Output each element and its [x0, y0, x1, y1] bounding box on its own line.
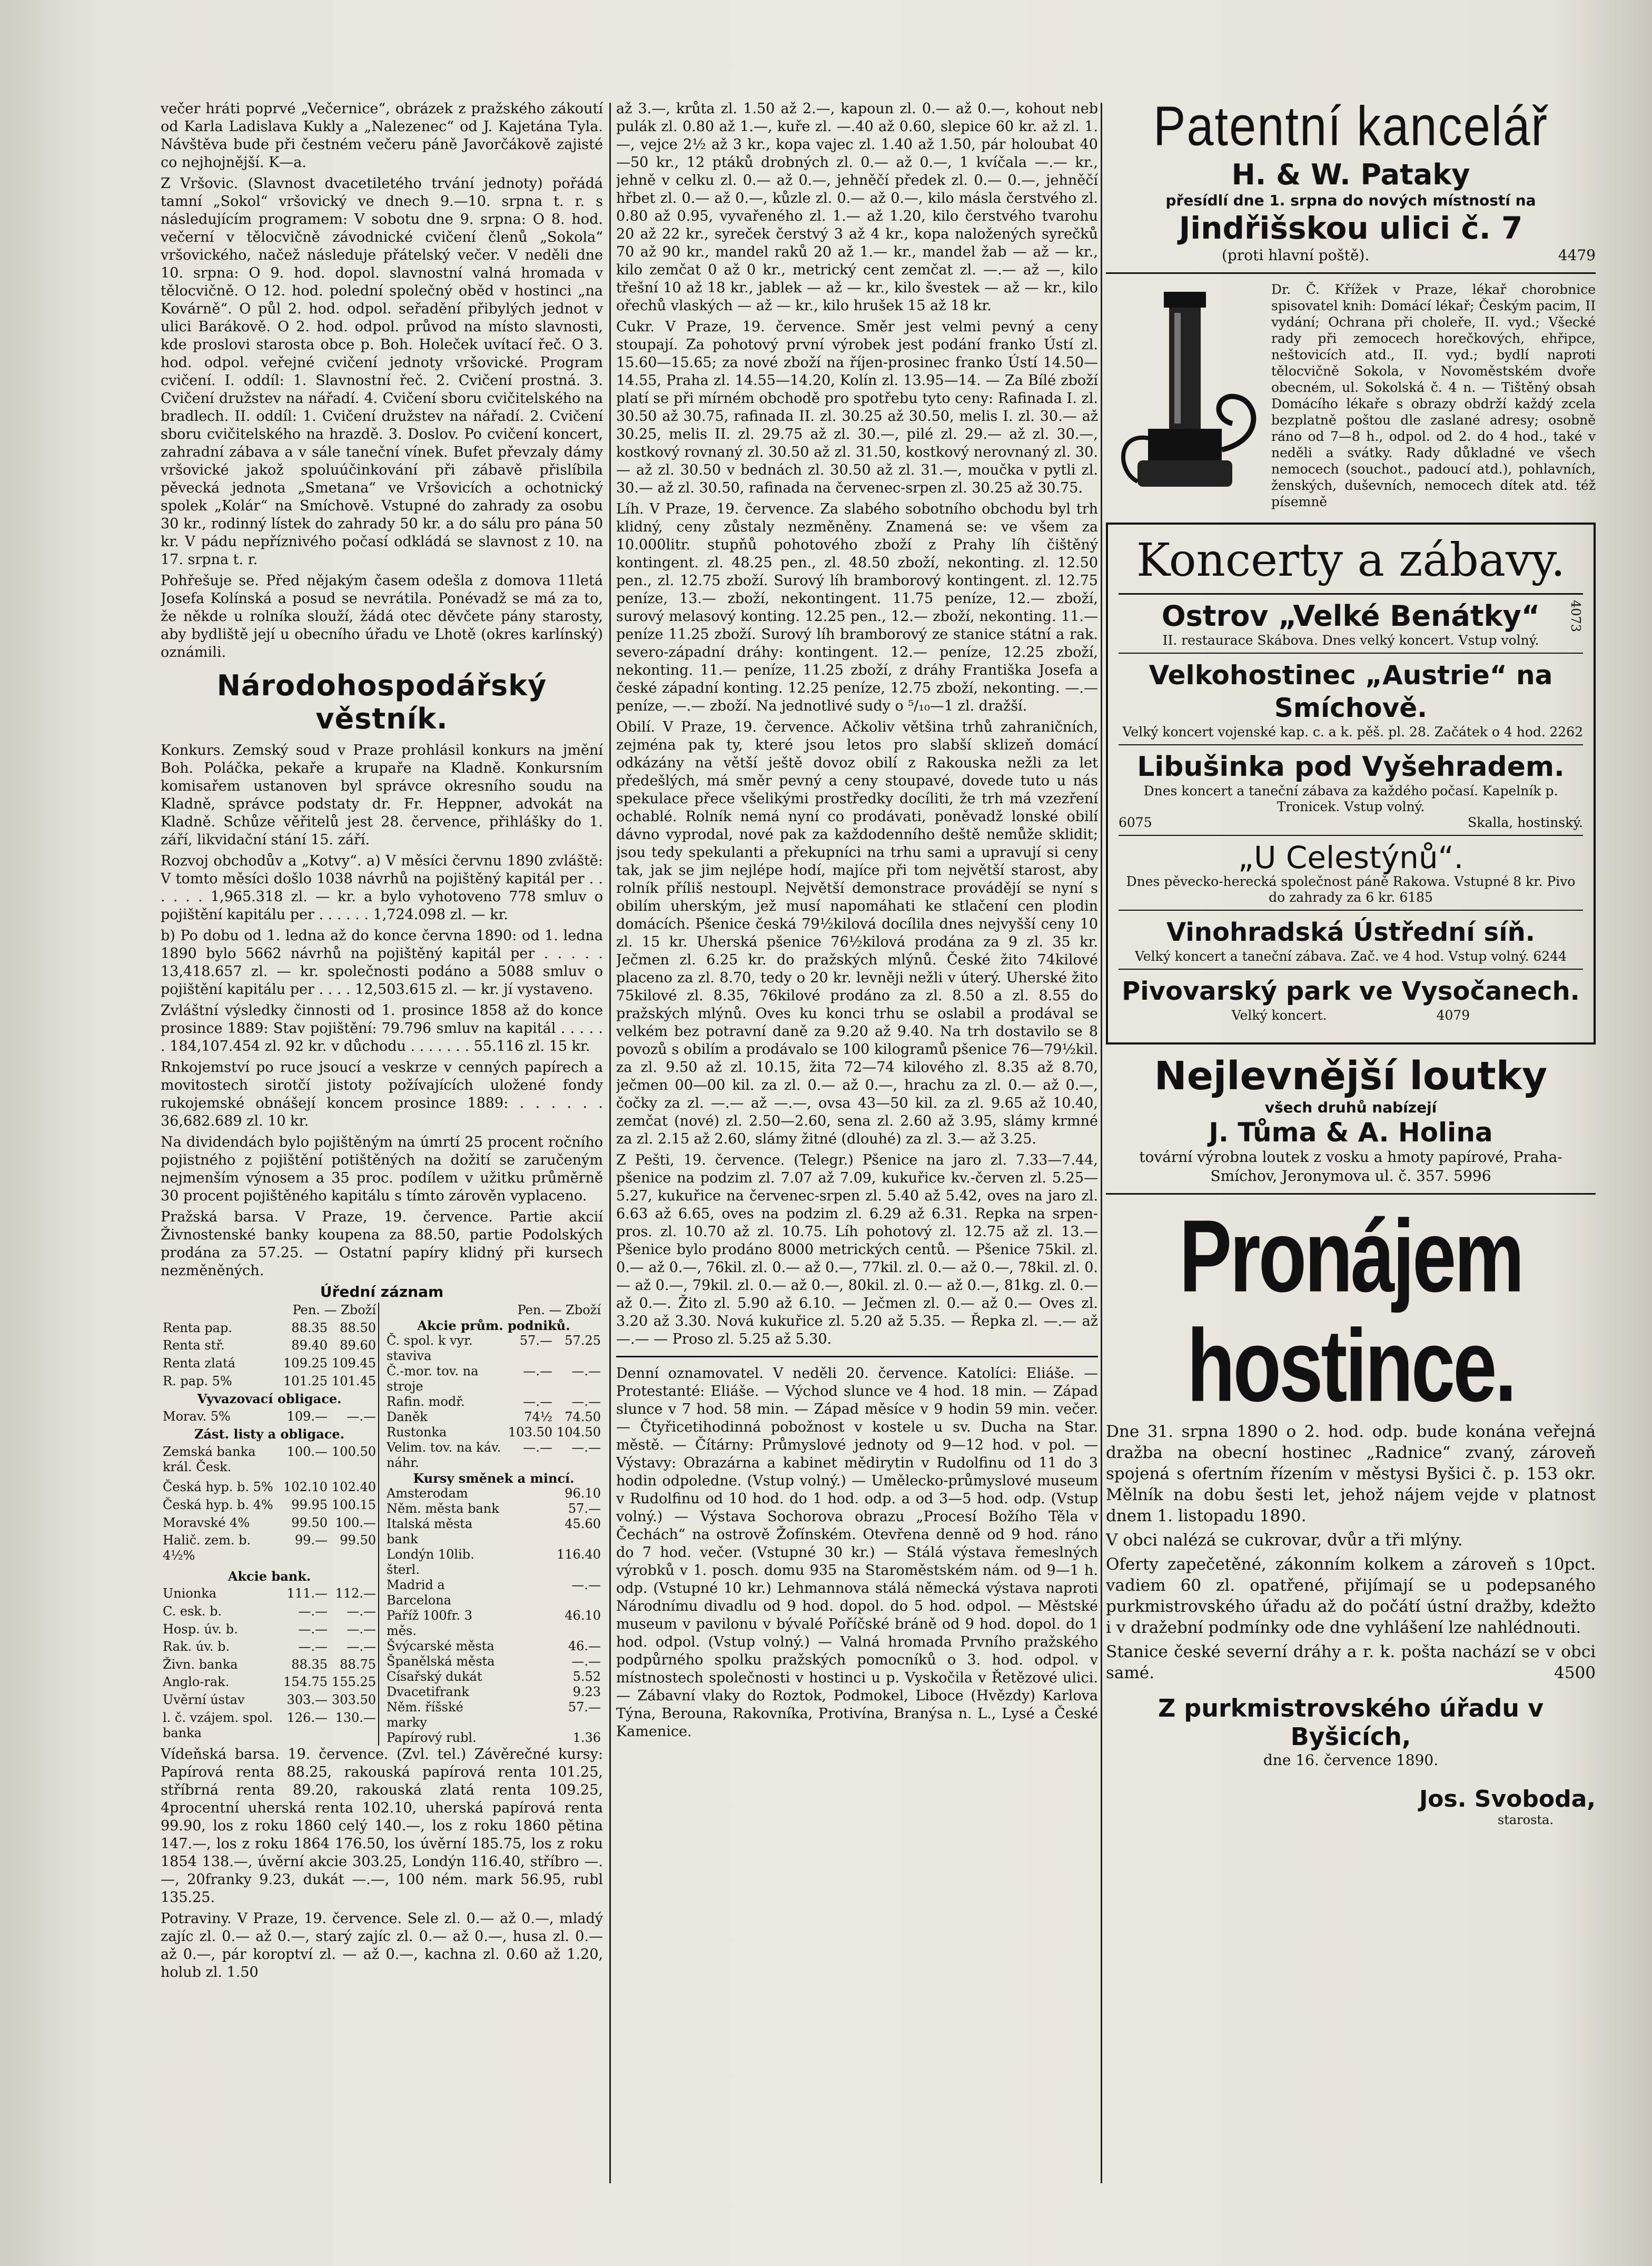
quote-label: Madrid a Barcelona: [387, 1578, 451, 1608]
inn-lease-signature: Jos. Svoboda,: [1419, 1786, 1596, 1812]
ad-puppets: [1106, 1054, 1596, 1186]
quote-value: —.—: [523, 1394, 553, 1409]
quote-value: 88.35: [291, 1320, 328, 1335]
quote-value: 303.50: [332, 1692, 376, 1708]
quote-row: [384, 1669, 603, 1684]
quote-label: Něm. města bank: [387, 1501, 499, 1516]
quote-row: [161, 1321, 379, 1338]
quote-label: Švýcarské města: [387, 1639, 494, 1653]
quote-label: Velim. tov. na káv. náhr.: [387, 1440, 501, 1470]
quote-value: 88.75: [340, 1657, 376, 1672]
inn-lease-p3: Oferty zapečetěné, zákonním kolkem a zároveň s 10pct. vadiem 60 zl. opatřené, přijímají se u podepsaného purkmistrovského úřadu až do počátí ústní dražby, kdežto i v dražební podmínky ode dne vyhlášení lze nahlédnouti.: [1106, 1555, 1596, 1637]
quote-row: [161, 1604, 379, 1622]
kotva-report-a: Rozvoj obchodův a „Kotvy“. a) V měsíci červnu 1890 zvláště: V tomto měsíci došlo 1038 návrhů na pojištěný kapitál per . . . . . . 1,965.318 zl. — kr. a bylo vyhotoveno 778 smluv o pojištění kapitálu per . . . . . . 1,724.098 zl. — kr.: [161, 853, 603, 923]
puppets-address: [1106, 1148, 1596, 1186]
quote-value: 9.23: [572, 1684, 601, 1699]
ad-patent-title: Patentní kancelář: [1153, 100, 1548, 157]
quote-value: —.—: [571, 1364, 601, 1378]
quote-row: [384, 1486, 603, 1501]
quote-label: Rak. úv. b.: [163, 1639, 230, 1654]
quote-value: 74.50: [565, 1410, 601, 1424]
quote-label: Unionka: [163, 1586, 217, 1601]
quote-value: 45.60: [565, 1516, 601, 1531]
food-prices: Potraviny. V Praze, 19. července. Sele zl. 0.— až 0.—, mladý zajíc zl. 0.— až 0.—, starý zajíc zl. 0.— až 0.—, husa zl. 0.— až 0.—, pár koroptví zl. — až 0.—, kachna zl. 0.60 až 1.20, holub zl. 1.50: [161, 1910, 603, 1981]
quote-value: [506, 1501, 555, 1516]
quote-value: —.—: [298, 1621, 328, 1637]
quote-row: [384, 1547, 603, 1578]
quote-value: 57.—: [568, 1501, 601, 1516]
quote-value: 99.—: [294, 1533, 328, 1548]
quote-row: [161, 1692, 379, 1710]
official-record-title: Úřední záznam: [320, 1283, 444, 1301]
quote-value: —.—: [523, 1364, 553, 1378]
quote-label: Kursy směnek a mincí.: [413, 1471, 575, 1486]
ad-doctor-text: Dr. Č. Křížek v Praze, lékař chorobnice spisovatel knih: Domácí lékař; Českým pacim, II vydání; Ochrana při choleře, II. vyd.; Všecké rady při zemocech horečkových, ehřipce, neštovicích atd., II. vyd.; bydlí naproti tělocvičně Sokola, v Novoměstském dvoře obecném, ul. Sokolská č. 4 n. — Tištěný obsah Domácího lékaře s obrazy obdrží každý zcela bezplatně poštou dle zaslané adresy; osobně ráno od 7—8 h., odpol. od 2. do 4 hod., také v neděli a svátky. Rady důkladné ve všech nemocech (souchot., padoucí atd.), pohlavních, ženských, duševních, nemocech dítek atd. též písemně: [1271, 282, 1596, 509]
venue-5-text: Velký koncert a taneční zábava. Zač. ve 4 hod. Vstup volný.: [1135, 949, 1529, 964]
quote-label: Vyvazovací obligace.: [197, 1391, 342, 1407]
ad-patent-line: přesídlí dne 1. srpna do nových místností na: [1165, 192, 1536, 209]
quote-row: [161, 1657, 379, 1675]
quote-value: —.—: [571, 1654, 601, 1669]
quote-row: [161, 1426, 379, 1444]
venue-1-details: II. restaurace Skábova. Dnes velký koncert. Vstup volný.: [1119, 633, 1583, 654]
quote-label: Amsterodam: [387, 1486, 468, 1501]
inn-lease-title: Pronájem hostince.: [1179, 1198, 1522, 1423]
quote-value: —.—: [571, 1578, 601, 1592]
quote-row: [161, 1710, 379, 1746]
quote-label: l. č. vzájem. spol. banka: [163, 1710, 273, 1740]
quote-row: [161, 1622, 379, 1640]
quote-label: Paříž 100fr. 3 měs.: [387, 1608, 472, 1638]
quotes-table-right: [384, 1303, 603, 1746]
quote-value: 101.45: [332, 1373, 376, 1388]
quote-value: [506, 1730, 555, 1746]
quote-value: 57.—: [568, 1700, 601, 1715]
quote-label: Renta stř.: [163, 1338, 225, 1353]
quote-value: [506, 1547, 555, 1578]
quote-value: 5.52: [572, 1669, 601, 1684]
quote-value: 99.50: [340, 1533, 376, 1548]
quote-row: [384, 1730, 603, 1746]
quote-label: Č.-mor. tov. na stroje: [387, 1364, 479, 1394]
inn-lease-office: Z purkmistrovského úřadu v Byšicích,: [1158, 1694, 1544, 1751]
divider: [1106, 272, 1596, 274]
prague-exchange: Pražská barsa. V Praze, 19. července. Partie akcií Živnostenské banky koupena za 88.50, partie Podolských prodána za 57.25. — Ostatní papíry klidný při kursech nezměněných.: [161, 1209, 603, 1279]
quote-label: Něm. říšské marky: [387, 1700, 463, 1730]
quote-value: [506, 1654, 555, 1669]
quote-value: —.—: [298, 1639, 328, 1654]
kotva-results: Zvláštní výsledky činnosti od 1. prosince 1858 až do konce prosince 1889: Stav pojištění: 79.796 smluv na kapitál . . . . . . 184,107.454 zl. 92 kr. v důchodu . . . . . . . 55.116 zl. 15 kr.: [161, 1002, 603, 1055]
theatre-note: večer hráti poprvé „Večernice“, obrázek z pražského zákoutí od Karla Ladislava Kukly a „Nalezenec“ od J. Kajetána Tyla. Návštěva bude při čestném večeru páně Javorčákově zajisté co nejhojnější. K—a.: [161, 101, 603, 171]
concerts-box: [1106, 523, 1596, 1045]
quote-row: [384, 1578, 603, 1608]
quote-value: 116.40: [557, 1547, 601, 1562]
quote-value: 100.—: [335, 1515, 376, 1530]
quote-row: [384, 1700, 603, 1730]
venue-3-text: Dnes koncert a taneční zábava za každého počasí. Kapelník p. Tronicek. Vstup volný.: [1143, 783, 1558, 814]
quote-value: —.—: [347, 1639, 376, 1654]
venue-6-text: Velký koncert.: [1231, 1008, 1327, 1023]
quote-row: [384, 1684, 603, 1700]
quote-label: Č. spol. k vyr. staviva: [387, 1333, 473, 1363]
pest-telegram: Z Pešti, 19. července. (Telegr.) Pšenice na jaro zl. 7.33—7.44, pšenice na podzim zl. 7.07 až 7.09, kukuřice kv.-červen zl. 5.25—5.27, kukuřice na červenec-srpen zl. 5.40 až 5.42, oves na jaro zl. 6.63 až 6.65, oves na podzim zl. 6.29 až 6.31. Repka na srpen-pros. zl. 10.70 až zl. 10.75. Líh pohotový zl. 12.75 až zl. 13.— Pšenice bylo prodáno 8000 metrických centů. — Pšenice 75kil. zl. 0.— až 0.—, 76kil. zl. 0.— až 0.—, 77kil. zl. 0.— až 0.—, 78kil. zl. 0.— až 0.—, 79kil. zl. 0.— až 0.—, 80kil. zl. 0.— až 0.—, 81kg. zl. 0.— až 0.—. Žito zl. 5.90 až 6.10. — Ječmen zl. 0.— až 0.— Oves zl. 3.20 až 3.30. Nová kukuřice zl. 5.20 až 5.35. — Řepka zl. —.— až —.— — Proso zl. 5.25 až 5.30.: [616, 1152, 1098, 1347]
quote-value: 126.—: [286, 1710, 328, 1725]
venue-velke-benatky: Ostrov „Velké Benátky“: [1161, 599, 1540, 633]
inn-lease-role: starosta.: [1497, 1812, 1554, 1827]
quote-row: [161, 1480, 379, 1497]
quote-label: Císařský dukát: [387, 1669, 482, 1684]
quote-value: 109.—: [286, 1408, 328, 1424]
inn-lease-p2: V obci nalézá se cukrovar, dvůr a tři mlýny.: [1106, 1531, 1463, 1550]
quote-value: [506, 1486, 555, 1501]
quote-row: [384, 1440, 603, 1471]
venue-4-details: [1119, 874, 1583, 911]
quote-value: 88.50: [340, 1320, 376, 1335]
quote-row: [161, 1533, 379, 1568]
kotva-report-b: b) Po dobu od 1. ledna až do konce června 1890: od 1. ledna 1890 bylo 5662 návrhů na pojištěný kapitál per . . . . . 13,418.657 zl. — kr. společnosti podáno a 5088 smluv o pojištění kapitálu per . . . . 12,503.615 zl. — kr. jí vystaveno.: [161, 928, 603, 998]
quote-value: 303.—: [286, 1692, 328, 1708]
quote-value: 109.45: [332, 1355, 376, 1371]
venue-4-text: Dnes pěvecko-herecká společnost páně Rakowa. Vstupné 8 kr. Pivo do zahrady za 6 kr.: [1126, 874, 1576, 905]
quote-label: C. esk. b.: [163, 1603, 222, 1619]
enema-apparatus-icon: [1106, 281, 1264, 508]
venue-3-owner: Skalla, hostinský.: [1468, 815, 1583, 830]
quote-row: [161, 1569, 379, 1587]
puppets-subtitle: všech druhů nabízejí: [1264, 1099, 1437, 1116]
quote-value: —.—: [347, 1621, 376, 1637]
quote-label: Akcie bank.: [227, 1568, 311, 1584]
quote-row: [161, 1444, 379, 1480]
inn-lease-number: 4500: [1554, 1663, 1596, 1682]
column-rule-2: [1101, 103, 1102, 2183]
quote-value: [506, 1700, 555, 1730]
quote-row: [384, 1608, 603, 1639]
food-prices-cont: až 3.—, krůta zl. 1.50 až 2.—, kapoun zl. 0.— až 0.—, kohout neb pulák zl. 0.80 až 1.—, kuře zl. —.40 až 0.60, slepice 60 kr. až zl. 1.—, vejce 2½ až 3 kr., kopa vajec zl. 1.40 až 1.50, pár holoubat 40—50 kr., 12 ptáků drobných zl. 0.— až 0.—, 1 kvíčala —.— kr., jehně v celku zl. 0.— až 0.—, jehněčí předek zl. 0.— 0.—, jehněčí hřbet zl. 0.— až 0.—, kůzle zl. 0.— až 0.—, kilo másla čerstvého zl. 0.80 až 0.95, vyvařeného zl. 1.— až 1.20, kilo čerstvého tvarohu 20 až 22 kr., syreček čerstvý 3 až 4 kr., kopa naložených syrečků 70 až 90 kr., mandel raků 20 až 1.— kr., mandel žab — až — kr., kilo zemčat 0 až 0 kr., metrický cent zemčat zl. —.— až —, kilo třešní 10 až 18 kr., jablek — až — kr., kilo švestek — až — kr., kilo ořechů vlaských — až — kr., kilo hrušek 15 až 18 kr.: [616, 101, 1098, 314]
quote-row: [384, 1639, 603, 1654]
quote-label: Anglo-rak.: [163, 1674, 230, 1690]
quote-label: Renta zlatá: [163, 1355, 235, 1371]
quote-value: [506, 1669, 555, 1684]
quote-row: [161, 1674, 379, 1692]
venue-4-number: 6185: [1399, 890, 1433, 905]
grain-market: Obilí. V Praze, 19. července. Ačkoliv většina trhů zahraničních, zejména pak ty, které jsou letos pro slabší sklizeň domácí odkázány na větší ještě dovoz obilí z Rakouska nežli za let předešlých, má směr pevný a ceny stoupavé, dovede tuto u nás spekulace přece všelikými prostředky docíliti, že trh má vzezření ochablé. Rolník nemá nyní co prodávati, poněvadž lonské obilí dávno vyprodal, nové pak za každodenního deště nemůže sklidit; jsou tedy spekulanti a překupníci na trhu sami a upravují si ceny tak, jak se jim nejlépe hodí, majíce při tom největší starost, aby rolník příliš nestoupl. Největší demonstrace provádějí se nyní s obilím uherským, jež musí napomáhati ke stlačení cen plodin domácích. Pšenice česká 79½kilová docílila dnes nejvyšší ceny 10 zl. 15 kr. Uherská pšenice 76½kilová prodána za 9 zl. 35 kr. Ječmen zl. 6.25 kr. do pražských mlýnů. České žito 74kilové placeno za zl. 8.70, tedy o 20 kr. levněji nežli v úterý. Uherské žito 75kilové zl. 8.35, 76kilové prodáno za zl. 8.50 a zl. 8.55 do pražských mlýnů. Oves ku konci trhu se oslabil a prodával se velkém bez potravní daně za 9.20 až 9.40. Na trh dostavilo se 8 povozů s obilím a prodávalo se 100 kilogramů pšenice 76—79½kil. za zl. 9.50 až zl. 10.15, žita 72—74 kilového zl. 8.35 až 8.70, ječmen 00—00 kil. za zl. 0.— až 0.—, hrachu za zl. 0.— až 0.—, čočky za zl. —.— až —.—, ovsa 43—50 kil. za zl. 9.65 až 10.40, zemčat (nové) zl. 2.50—2.60, sena zl. 2.60 až 3.95, slámy krmné za zl. 2.15 až 2.60, slámy žitné (dlouhé) za zl. 3.— až 3.25.: [616, 719, 1098, 1147]
quote-label: Česká hyp. b. 5%: [163, 1480, 273, 1495]
divider: [1106, 1193, 1596, 1195]
quote-value: 155.25: [332, 1674, 376, 1690]
quote-row: [384, 1394, 603, 1410]
quote-label: Morav. 5%: [163, 1408, 231, 1424]
ad-doctor: [1106, 281, 1596, 513]
quote-value: 89.60: [340, 1338, 376, 1353]
concerts-title: Koncerty a zábavy.: [1119, 534, 1583, 595]
quote-row: [161, 1497, 379, 1515]
quotes-head-left: Pen. — Zboží: [292, 1303, 376, 1317]
quote-value: 57.—: [519, 1333, 553, 1348]
puppets-address-text: tovární výrobna loutek z vosku a hmoty papírové, Praha-Smíchov, Jeronymova ul. č. 357.: [1139, 1148, 1562, 1185]
quote-row: [384, 1318, 603, 1333]
quote-value: —.—: [571, 1394, 601, 1409]
quote-row: [161, 1391, 379, 1409]
quote-label: Hosp. úv. b.: [163, 1621, 238, 1637]
puppets-title: Nejlevnější loutky: [1154, 1053, 1548, 1099]
ad-patent-name: H. & W. Pataky: [1231, 158, 1470, 191]
venue-5-number: 6244: [1533, 949, 1567, 964]
inn-lease-date: dne 16. července 1890.: [1263, 1751, 1439, 1769]
quote-label: Papírový rubl.: [387, 1730, 477, 1745]
venue-3-number: 6075: [1119, 815, 1152, 830]
quote-label: Živn. banka: [163, 1657, 238, 1672]
ad-patent-address: Jindřišskou ulici č. 7: [1179, 210, 1523, 246]
quote-value: 111.—: [286, 1586, 328, 1601]
column-1: [161, 100, 603, 2181]
divider: [616, 1356, 1098, 1357]
quote-row: [384, 1501, 603, 1516]
quote-value: [506, 1608, 555, 1639]
quote-value: —.—: [298, 1603, 328, 1619]
quote-value: 46.10: [565, 1608, 601, 1623]
quote-value: 100.—: [286, 1444, 328, 1460]
quote-value: 88.35: [291, 1657, 328, 1672]
inn-lease-p4-text: Stanice české severní dráhy a r. k. pošta nachází se v obci samé.: [1106, 1642, 1596, 1682]
quote-label: R. pap. 5%: [163, 1373, 232, 1388]
quote-row: [384, 1333, 603, 1364]
quote-label: Akcie prům. podniků.: [417, 1318, 570, 1333]
quote-row: [161, 1374, 379, 1392]
quote-row: [161, 1338, 379, 1356]
quote-value: 1.36: [572, 1730, 601, 1745]
quote-value: 46.—: [568, 1639, 601, 1653]
puppets-number: 5996: [1453, 1167, 1491, 1185]
ad-inn-lease: [1106, 1198, 1596, 1827]
quote-value: 96.10: [565, 1486, 601, 1501]
quotes-table-left: [161, 1303, 379, 1746]
puppets-firm: J. Tůma & A. Holina: [1209, 1117, 1493, 1148]
quote-row: [161, 1409, 379, 1427]
quote-row: [384, 1471, 603, 1486]
quote-value: 102.40: [332, 1480, 376, 1495]
inn-lease-p1: Dne 31. srpna 1890 o 2. hod. odp. bude konána veřejná dražba na obecní hostinec „Radnice“ zvaný, zároveň spojená s ofertním řízením v městysi Byšici č. p. 153 okr. Mělník na dobu šesti let, jehož nájem vejde v platnost dnem 1. listopadu 1890.: [1106, 1422, 1596, 1525]
quotes-head-right: Pen. — Zboží: [517, 1303, 601, 1317]
venue-2-text: Velký koncert vojenské kap. c. a k. pěš. pl. 28. Začátek o 4 hod.: [1122, 724, 1546, 740]
vrsovice-article: Z Vršovic. (Slavnost dvacetiletého trvání jednoty) pořádá tamní „Sokol“ vršovický ve dnech 9.—10. srpna t. r. s následujícím programem: V sobotu dne 9. srpna: O 8. hod. večerní v tělocvičně závodnické cvičení členů „Sokola“ vršovického, načež následuje přátelský večer. V neděli dne 10. srpna: O 9. hod. dopol. slavnostní valná hromada v tělocvičně. O 12. hod. polední společný oběd v hostinci „na Kovárně“. O půl 2. hod. odpol. seřadění přibylých jednot v ulici Barákově. O 2. hod. odpol. průvod na místo slavnosti, kde proslovi starosta obce p. Boh. Holeček uvítací řeč. O 3. hod. odpol. veřejné cvičení jednoty vršovické. Program cvičení. I. oddíl: 1. Slavnostní řeč. 2. Cvičení prostná. 3. Cvičení družstev na nářadí. 4. Cvičení sboru cvičitelského na bradlech. II. oddíl: 1. Cvičení družstev na nářadí. 2. Cvičení sboru cvičitelského na hrazdě. 3. Doslov. Po cvičení koncert, zahradní zábava a v sále taneční vínek. Bufet převzaly dámy vršovické jakož spoluúčinkování při zábavě přislíbila pěvecká jednota „Smetana“ ve Vršovicích a ochotnický spolek „Kolár“ na Smíchově. Vstupné do zahrady za osobu 30 kr., rodinný lístek do zahrady 50 kr. a do sálu pro pána 50 kr. V pádu nepříznivého počasí odkládá se slavnost z 10. na 17. srpna t. r.: [161, 175, 603, 568]
venue-vinohradska: Vinohradská Ústřední síň.: [1166, 918, 1535, 947]
quote-row: [384, 1425, 603, 1440]
quote-row: [161, 1515, 379, 1533]
quote-label: Rustonka: [387, 1425, 447, 1440]
ad-patent-office: [1106, 100, 1596, 265]
quote-value: 103.50: [508, 1425, 553, 1440]
quote-row: [161, 1356, 379, 1374]
venue-2-number: 2262: [1549, 724, 1583, 740]
venue-6-number: 4079: [1436, 1008, 1470, 1023]
venue-u-celestynu: „U Celestýnů“.: [1238, 840, 1464, 875]
quote-value: 112.—: [335, 1586, 376, 1601]
quote-label: Halič. zem. b. 4½%: [163, 1533, 251, 1563]
quote-value: 104.50: [557, 1425, 601, 1440]
daily-notices: Denní oznamovatel. V neděli 20. července. Katolíci: Eliáše. — Protestanté: Eliáše. — Východ slunce ve 4 hod. 18 min. — Západ slunce v 7 hod. 58 min. — Západ měsíce v 9 hodin 59 min. večer. — Čtyřicetihodinná pobožnost v kostele u sv. Ducha na Star. městě. — Čítárny: Průmyslové jednoty od 9—12 hod. v pol. — Výstavy: Obrazárna a kabinet mědirytin v Rudolfinu od 11 do 3 hodin odpoledne. (Vstup volný.) — Umělecko-průmyslové museum v Rudolfinu od 10 hod. do 1 hod. odp. a od 3—5 hod. odp. (Vstup volný.) — Výstava Sochorova obrazu „Procesí Božího Těla v Čechách“ na ostrově Žofínském. Otevřena denně od 9 hod. ráno do 7 hod. večer. (Vstupné 30 kr.) — Stálá výstava řemeslných výrobků v 1. posch. domu 935 na Staroměstském nám. od 9—1 h. odp. (Vstupné 10 kr.) Lehmannova stálá německá výstava naproti Národnímu divadlu od 9 hod. dopol. do 5 hod. odpol. — Městské museum v pavilonu v bývalé Poříčské bráně od 9 hod. dopol. do 1 hod. odpol. (Vstup volný.) — Valná hromada Prvního pražského podpůrného spolku pražských pomocníků o 3. hod. odpol. v místnostech společnosti v hostinci u p. Vyskočila v Řetězové ulici. — Zábavní vlaky do Roztok, Podmokel, Liboce (Hvězdy) Karlova Týna, Berouna, Rakovníka, Protivína, Branýsa n. L., Lysé a České Kamenice.: [616, 1365, 1098, 1740]
quote-value: [506, 1578, 555, 1608]
quote-label: Renta pap.: [163, 1320, 232, 1335]
dividends-note: Na dividendách bylo pojištěným na úmrtí 25 procent ročního pojistného z pojištění potištěných na dožití se zaručeným nejmenším výnosem a 35 proc. podílem v užitku průměrně 30 procent pojištěného kapitálu s tímto zárověn vyplaceno.: [161, 1134, 603, 1204]
venue-6-details: [1119, 1008, 1583, 1028]
bankruptcy-note: Konkurs. Zemský soud v Praze prohlásil konkurs na jmění Boh. Poláčka, pekaře a krupaře na Kladně. Konkursním komisařem ustanoven byl správce okresního soudu na Kladně, správce podstaty dr. Fr. Heppner, advokát na Kladně. Schůze věřitelů jest 28. července, přihlášky do 1. září, likvidační stání 15. září.: [161, 742, 603, 848]
quote-value: 102.10: [283, 1480, 328, 1495]
venue-austrie: Velkohostinec „Austrie“ na Smíchově.: [1149, 660, 1553, 723]
quote-row: [384, 1654, 603, 1669]
quote-label: Zást. listy a obligace.: [194, 1426, 344, 1442]
venue-libusinka: Libušinka pod Vyšehradem.: [1137, 751, 1565, 783]
vienna-exchange: Vídeňská barsa. 19. července. (Zvl. tel.) Závěrečné kursy: Papírová renta 88.25, rakouská papírová renta 101.25, stříbrná renta 89.20, rakouská zlatá renta 109.25, 4procentní uherská renta 102.10, uherská papírová renta 99.90, los z roku 1860 celý 140.—, los z roku 1860 pětina 147.—, los z roku 1864 176.50, los úvěrní 185.75, los z roku 1854 138.—, úvěrní akcie 303.25, Londýn 116.40, stříbro —.—, 20franky 9.23, dukát —.—, 100 ném. mark 56.95, rubl 135.25.: [161, 1746, 603, 1906]
sugar-market: Cukr. V Praze, 19. července. Směr jest velmi pevný a ceny stoupají. Za pohotový první výrobek jest podání franko Ústí zl. 15.60—15.65; za nové zboží na říjen-prosinec franko Ústí 14.50—14.55, Praha zl. 14.55—14.20, Kolín zl. 13.95—14. — Za Bílé zboží platí se při mírném obchodě pro spotřebu tyto ceny: Rafinada I. zl. 30.50 až 30.75, rafinada II. zl. 30.25 až 30.50, melis I. zl. 30.— až 30.25, melis II. zl. 29.75 až zl. 30.—, pilé zl. 29.— až zl. 30.—, kostkový rovnaný zl. 30.50 až zl. 31.50, kostkový nerovnaný zl. 30.— až zl. 30.50 v bednách zl. 30.50 až zl. 31.—, moučka v pytli zl. 30.— až zl. 30.50, rafinada na červenec-srpen zl. 30.25 až 30.75.: [616, 319, 1098, 496]
quote-value: —.—: [347, 1603, 376, 1619]
quote-value: 99.95: [291, 1497, 328, 1513]
missing-person-note: Pohřešuje se. Před nějakým časem odešla z domova 11letá Josefa Kolínská a posud se nevrátila. Ponévadž se má za to, že někde u rolníka slouží, žádá otec děvčete pány starosty, aby bydliště její u obecního úřadu ve Lhotě (okres karlínský) oznámili.: [161, 573, 603, 661]
ad-patent-sub: (proti hlavní poště).: [1222, 247, 1370, 264]
quote-value: 109.25: [283, 1355, 328, 1371]
quote-label: Zemská banka král. Česk.: [163, 1444, 256, 1475]
quote-value: 99.50: [291, 1515, 328, 1530]
quote-value: —.—: [571, 1440, 601, 1455]
venue-5-details: [1119, 949, 1583, 970]
quote-value: —.—: [523, 1440, 553, 1455]
quote-label: Dvacetifrank: [387, 1684, 469, 1699]
quote-row: [161, 1639, 379, 1657]
venue-1-number: 4073: [1568, 600, 1583, 633]
quote-label: Španělská města: [387, 1654, 495, 1669]
quotes-table: [161, 1303, 603, 1746]
quote-label: Londýn 10lib. šterl.: [387, 1547, 474, 1577]
quote-value: [506, 1639, 555, 1654]
quote-label: Uvěrní ústav: [163, 1692, 245, 1708]
quote-value: 89.40: [291, 1338, 328, 1353]
quote-row: [384, 1410, 603, 1425]
quote-row: [384, 1364, 603, 1394]
quote-value: 130.—: [335, 1710, 376, 1725]
ad-patent-number: 4479: [1558, 247, 1596, 264]
quote-value: 100.50: [332, 1444, 376, 1460]
quote-row: [384, 1516, 603, 1547]
inn-lease-p4: [1106, 1641, 1596, 1683]
quote-label: Rafin. modř.: [387, 1394, 465, 1409]
quote-label: Česká hyp. b. 4%: [163, 1497, 273, 1513]
quote-value: [506, 1516, 555, 1547]
column-rule-1: [609, 103, 611, 2183]
quote-value: —.—: [347, 1408, 376, 1424]
guarantee-funds: Rnkojemství po ruce jsoucí a veskrze v cenných papírech a movitostech sirotčí jistoty požívajících uložené fondy rukojemské obnášejí koncem prosince 1889: . . . . . . 36,682.689 zl. 10 kr.: [161, 1059, 603, 1129]
venue-3-details: [1119, 783, 1583, 836]
quote-label: Italská města bank: [387, 1516, 473, 1546]
economic-section-title: Národohospodářský věstník.: [216, 669, 547, 735]
quote-label: Daněk: [387, 1410, 428, 1424]
quote-value: 74½: [524, 1410, 553, 1424]
quote-value: 100.15: [332, 1497, 376, 1513]
column-2: [616, 100, 1098, 2181]
venue-2-details: [1119, 724, 1583, 745]
quote-value: 154.75: [283, 1674, 328, 1690]
quote-label: Moravské 4%: [163, 1515, 250, 1530]
spirits-market: Líh. V Praze, 19. července. Za slabého sobotního obchodu byl trh klidný, ceny zůstaly nezměněny. Znamená se: ve všem za 10.000litr. stupňů pohotového zboží z Prahy líh čištěný kontingent. zl. 48.25 pen., zl. 48.50 zboží, nekonting. zl. 12.50 pen., zl. 12.75 zboží. Surový líh bramborový kontingent. zl. 12.75 peníze, 13.— zboží, nekontingent. 11.75 peníze, 12.— zboží, surový melasový konting. 12.25 pen., 12.— zboží, nekonting. 11.— peníze 11.25 zboží. Surový líh bramborový ze stanice státní a rak. severo-západní dráhy: kontingent. 12.— peníze, 12.25 zboží, nekonting. 11.— peníze, 11.25 zboží, z dráhy Františka Josefa a české západní konting. 12.25 peníze, 12.75 zboží, nekonting. —.— peníze, —.— zboží. Na jednotlivé sudy o ⁵/₁₀—1 zl. dražší.: [616, 501, 1098, 714]
venue-pivovarsky-park: Pivovarský park ve Vysočanech.: [1122, 977, 1580, 1006]
quote-value: [506, 1684, 555, 1700]
quote-value: 57.25: [565, 1333, 601, 1348]
column-3-ads: [1106, 100, 1596, 2181]
quote-row: [161, 1586, 379, 1604]
quote-value: 101.25: [283, 1373, 328, 1388]
